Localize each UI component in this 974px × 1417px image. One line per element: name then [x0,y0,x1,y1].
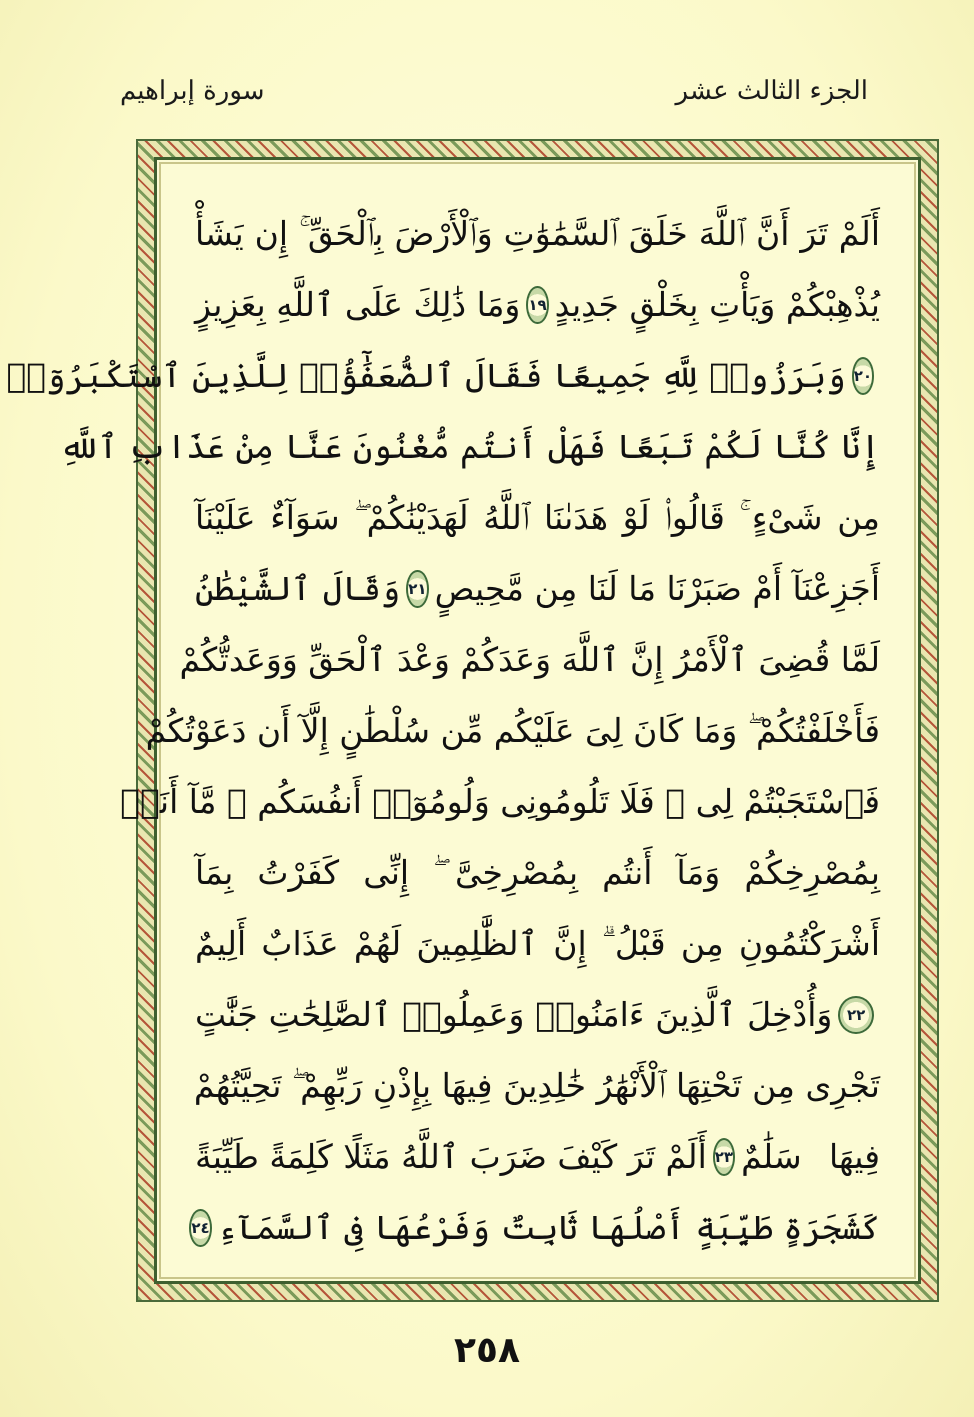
verses-area [6,198,880,1255]
verse-line [195,908,880,979]
verse-text: لَمَّا قُضِىَ ٱلْأَمْرُ إِنَّ ٱللَّهَ وَعَدَكُمْ وَعْدَ ٱلْحَقِّ وَوَعَدتُّكُمْ [179,640,880,679]
verse-line [195,1121,880,1192]
verse-text: إِنَّا كُنَّا لَكُمْ تَبَعًا فَهَلْ أَنتُم مُّغْنُونَ عَنَّا مِنْ عَذَابِ ٱللَّهِ [59,427,880,466]
ayah-marker: ٢١ [406,570,428,608]
verse-text: وَمَا ذَٰلِكَ عَلَى ٱللَّهِ بِعَزِيزٍ [195,285,521,324]
verse-line [195,553,880,624]
verse-line [145,695,880,766]
text-panel [6,157,921,1284]
verse-line [195,1050,880,1121]
verse-text: أَشْرَكْتُمُونِ مِن قَبْلُ ۗ إِنَّ ٱلظَّٰلِمِينَ لَهُمْ عَذَابٌ أَلِيمٌ [195,923,880,963]
verse-line [195,482,880,553]
ayah-marker: ٢٢ [838,996,874,1034]
verse-text: أَجَزِعْنَآ أَمْ صَبَرْنَا مَا لَنَا مِن مَّحِيصٍ [434,569,880,608]
verse-text: أَلَمْ تَرَ أَنَّ ٱللَّهَ خَلَقَ ٱلسَّمَٰوَٰتِ وَٱلْأَرْضَ بِٱلْحَقِّ ۚ إِن يَشَأْ [195,213,880,253]
ayah-marker: ٢٠ [852,357,874,395]
ayah-marker: ٢٣ [713,1138,735,1176]
verse-text: فَٱسْتَجَبْتُمْ لِى ۖ فَلَا تَلُومُونِى وَلُومُوٓا۟ أَنفُسَكُم ۖ مَّآ أَنَا۠ [120,782,880,821]
verse-line [59,411,880,482]
surah-label: سورة إبراهيم [120,76,265,106]
verse-text: وَأُدْخِلَ ٱلَّذِينَ ءَامَنُوا۟ وَعَمِلُوا۟ ٱلصَّٰلِحَٰتِ جَنَّٰتٍ [195,995,833,1034]
juz-label: الجزء الثالث عشر [675,76,868,106]
verse-text: وَبَرَزُوا۟ لِلَّهِ جَمِيعًا فَقَالَ ٱلضُّعَفَٰٓؤُا۟ لِلَّذِينَ ٱسْتَكْبَرُوٓا۟ [6,356,846,395]
verse-text: فِيهَا سَلَٰمٌ [741,1137,880,1176]
page-number: ٢٥٨ [454,1330,520,1371]
verse-line [191,1192,880,1263]
verse-text: فَأَخْلَفْتُكُمْ ۖ وَمَا كَانَ لِىَ عَلَيْكُم مِّن سُلْطَٰنٍ إِلَّآ أَن دَعَوْتُكُمْ [145,710,880,750]
verse-text: بِمُصْرِخِكُمْ وَمَآ أَنتُم بِمُصْرِخِىَّ ۖ إِنِّى كَفَرْتُ بِمَآ [195,852,880,892]
verse-text: كَشَجَرَةٍ طَيِّبَةٍ أَصْلُهَا ثَابِتٌ وَفَرْعُهَا فِى ٱلسَّمَآءِ [217,1208,880,1247]
verse-line [195,979,880,1050]
verse-text: وَقَالَ ٱلشَّيْطَٰنُ [195,569,401,608]
ornamental-border [6,139,939,1302]
ayah-marker: ٢٤ [189,1209,211,1247]
verse-text: تَجْرِى مِن تَحْتِهَا ٱلْأَنْهَٰرُ خَٰلِدِينَ فِيهَا بِإِذْنِ رَبِّهِمْ ۖ تَحِيَّتُهُمْ [193,1065,880,1105]
verse-line [195,269,880,340]
verse-line [6,340,880,411]
verse-line [120,766,880,837]
verse-text: أَلَمْ تَرَ كَيْفَ ضَرَبَ ٱللَّهُ مَثَلًا كَلِمَةً طَيِّبَةً [195,1137,707,1176]
verse-text: مِن شَىْءٍ ۚ قَالُوا۟ لَوْ هَدَىٰنَا ٱللَّهُ لَهَدَيْنَٰكُمْ ۖ سَوَآءٌ عَلَيْنَآ [195,497,880,537]
ayah-marker: ١٩ [526,286,548,324]
verse-line [195,837,880,908]
verse-text: يُذْهِبْكُمْ وَيَأْتِ بِخَلْقٍ جَدِيدٍ [554,285,880,324]
verse-line [179,624,880,695]
verse-line [195,198,880,269]
page-header [120,70,868,116]
